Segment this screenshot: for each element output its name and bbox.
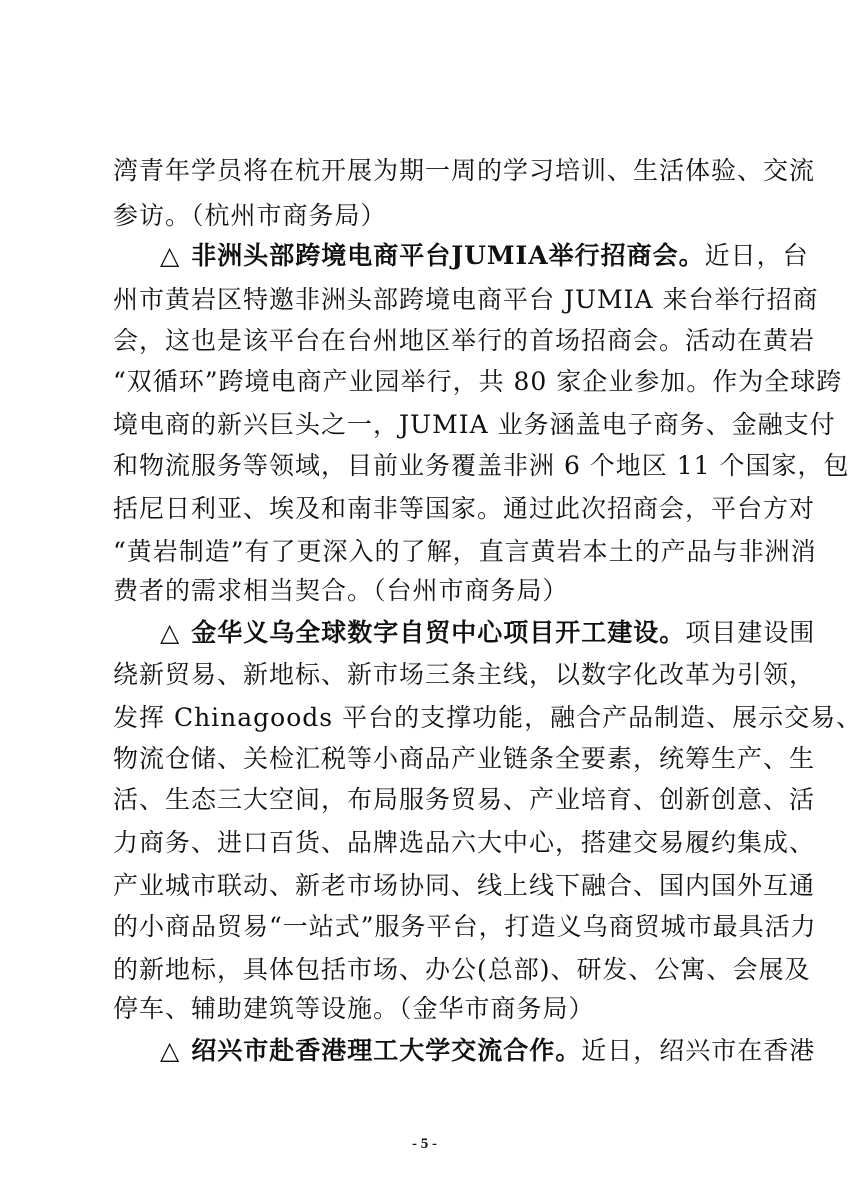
triangle-marker-icon: △ (160, 241, 181, 270)
section-heading-continuation: 项目建设围 (685, 618, 816, 647)
triangle-marker-icon: △ (160, 618, 181, 647)
body-text-line: “双循环”跨境电商产业园举行，共 80 家企业参加。作为全球跨 (113, 367, 843, 396)
body-text-line: 产业城市联动、新老市场协同、线上线下融合、国内国外互通 (113, 871, 816, 900)
body-text-line: 绕新贸易、新地标、新市场三条主线，以数字化改革为引领， (113, 660, 816, 689)
body-text-line: 湾青年学员将在杭开展为期一周的学习培训、生活体验、交流 (113, 156, 816, 185)
body-text-line: 发挥 Chinagoods 平台的支撑功能，融合产品制造、展示交易、 (113, 703, 862, 732)
body-text-line: 费者的需求相当契合。（台州市商务局） (113, 576, 569, 605)
body-text-line: 的新地标，具体包括市场、办公(总部)、研发、公寓、会展及 (113, 955, 811, 984)
body-text-line: 停车、辅助建筑等设施。（金华市商务局） (113, 994, 595, 1023)
section-heading: 金华义乌全球数字自贸中心项目开工建设。 (191, 618, 686, 647)
body-text-line: 力商务、进口百货、品牌选品六大中心，搭建交易履约集成、 (113, 828, 816, 857)
section-heading-continuation: 近日，台 (704, 241, 809, 270)
body-text-line: 的小商品贸易“一站式”服务平台，打造义乌商贸城市最具活力 (113, 912, 817, 941)
page-number: - 5 - (412, 1136, 437, 1152)
section-heading-line (160, 236, 809, 276)
body-text-line: “黄岩制造”有了更深入的了解，直言黄岩本土的产品与非洲消 (113, 537, 817, 566)
body-text-line: 括尼日利亚、埃及和南非等国家。通过此次招商会，平台方对 (113, 494, 816, 523)
body-text-line: 参访。（杭州市商务局） (113, 201, 387, 230)
body-text-line: 活、生态三大空间，布局服务贸易、产业培育、创新创意、活 (113, 785, 816, 814)
body-text-line: 和物流服务等领域，目前业务覆盖非洲 6 个地区 11 个国家，包 (113, 451, 850, 480)
section-heading-continuation: 近日，绍兴市在香港 (581, 1036, 816, 1065)
section-heading: 绍兴市赴香港理工大学交流合作。 (191, 1036, 582, 1065)
body-text-line: 州市黄岩区特邀非洲头部跨境电商平台 JUMIA 来台举行招商 (113, 285, 819, 314)
section-heading-line (160, 1031, 816, 1071)
triangle-marker-icon: △ (160, 1036, 181, 1065)
body-text-line: 境电商的新兴巨头之一，JUMIA 业务涵盖电子商务、金融支付 (113, 410, 836, 439)
section-heading: 非洲头部跨境电商平台JUMIA举行招商会。 (191, 241, 705, 270)
section-heading-line (160, 613, 816, 653)
body-text-line: 物流仓储、关检汇税等小商品产业链条全要素，统筹生产、生 (113, 744, 816, 773)
body-text-line: 会，这也是该平台在台州地区举行的首场招商会。活动在黄岩 (113, 326, 816, 355)
